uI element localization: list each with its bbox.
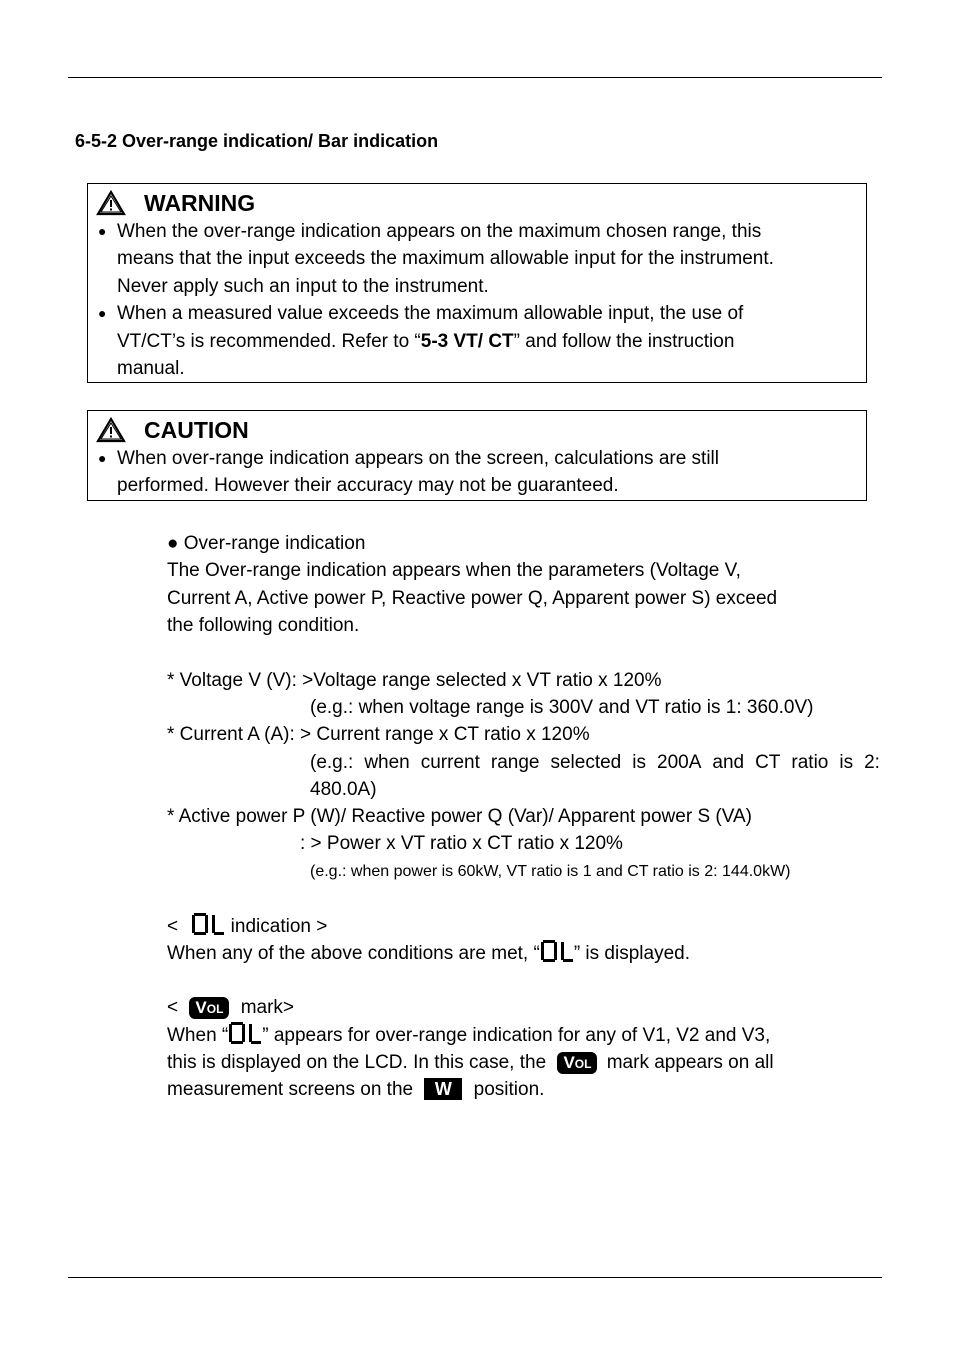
warning-box <box>87 183 867 383</box>
reference-link: 5-3 VT/ CT <box>420 330 514 352</box>
vol-mark-heading: < VOL mark> <box>167 997 295 1018</box>
caution-box <box>87 410 867 501</box>
caution-title: CAUTION <box>144 416 249 443</box>
w-position-badge: W <box>424 1078 462 1100</box>
power-example: (e.g.: when power is 60kW, VT ratio is 1 and CT ratio is 2: 144.0kW) <box>310 863 791 880</box>
header-rule <box>68 77 882 78</box>
warning-bullet-2: ● When a measured value exceeds the maximum allowable input, the use of VT/CT’s is recommended. Refer to “5-3 VT/ CT” and follow the instruction manual. <box>98 300 856 382</box>
caution-title-row <box>96 415 249 445</box>
vol-badge-icon: VOL <box>189 997 229 1019</box>
voltage-condition: * Voltage V (V): >Voltage range selected x VT ratio x 120% <box>167 670 662 691</box>
ol-indication-text: When any of the above conditions are met, “ ” is displayed. <box>167 939 690 967</box>
overrange-bullet: ● Over-range indication <box>167 533 366 554</box>
vol-text-2: this is displayed on the LCD. In this case, the VOL mark appears on all <box>167 1052 774 1073</box>
overrange-para-2: Current A, Active power P, Reactive power Q, Apparent power S) exceed <box>167 588 778 609</box>
caution-triangle-icon <box>96 417 126 443</box>
ol-indication-heading: < indication > <box>167 912 327 940</box>
ol-segment-icon <box>228 1021 262 1045</box>
ol-segment-icon <box>540 939 574 963</box>
warning-title-row <box>96 188 255 218</box>
warning-triangle-icon <box>96 190 126 216</box>
warning-list <box>98 218 856 382</box>
caution-bullet-1: ● When over-range indication appears on the screen, calculations are still performed. However their accuracy may not be guaranteed. <box>98 445 856 500</box>
vol-text-3: measurement screens on the W position. <box>167 1079 545 1100</box>
vol-text-1: When “ ” appears for over-range indication for any of V1, V2 and V3, <box>167 1021 770 1049</box>
vol-badge-icon: VOL <box>557 1052 597 1074</box>
footer-rule <box>68 1277 882 1278</box>
warning-bullet-1: ● When the over-range indication appears on the maximum chosen range, this means that the input exceeds the maximum allowable input for the instrument. Never apply such an input to the instrument. <box>98 218 856 300</box>
caution-list <box>98 445 856 500</box>
warning-title: WARNING <box>144 189 256 216</box>
power-condition-cont: : > Power x VT ratio x CT ratio x 120% <box>300 833 623 854</box>
current-example: (e.g.: when current range selected is 200A and CT ratio is 2: <box>310 752 880 773</box>
overrange-para-3: the following condition. <box>167 615 360 636</box>
section-heading: 6-5-2 Over-range indication/ Bar indication <box>75 131 439 151</box>
current-example-cont: 480.0A) <box>310 779 377 800</box>
ol-segment-icon <box>191 912 225 936</box>
overrange-para-1: The Over-range indication appears when the parameters (Voltage V, <box>167 560 741 581</box>
current-condition: * Current A (A): > Current range x CT ratio x 120% <box>167 724 590 745</box>
power-condition: * Active power P (W)/ Reactive power Q (Var)/ Apparent power S (VA) <box>167 806 752 827</box>
voltage-example: (e.g.: when voltage range is 300V and VT ratio is 1: 360.0V) <box>310 697 814 718</box>
